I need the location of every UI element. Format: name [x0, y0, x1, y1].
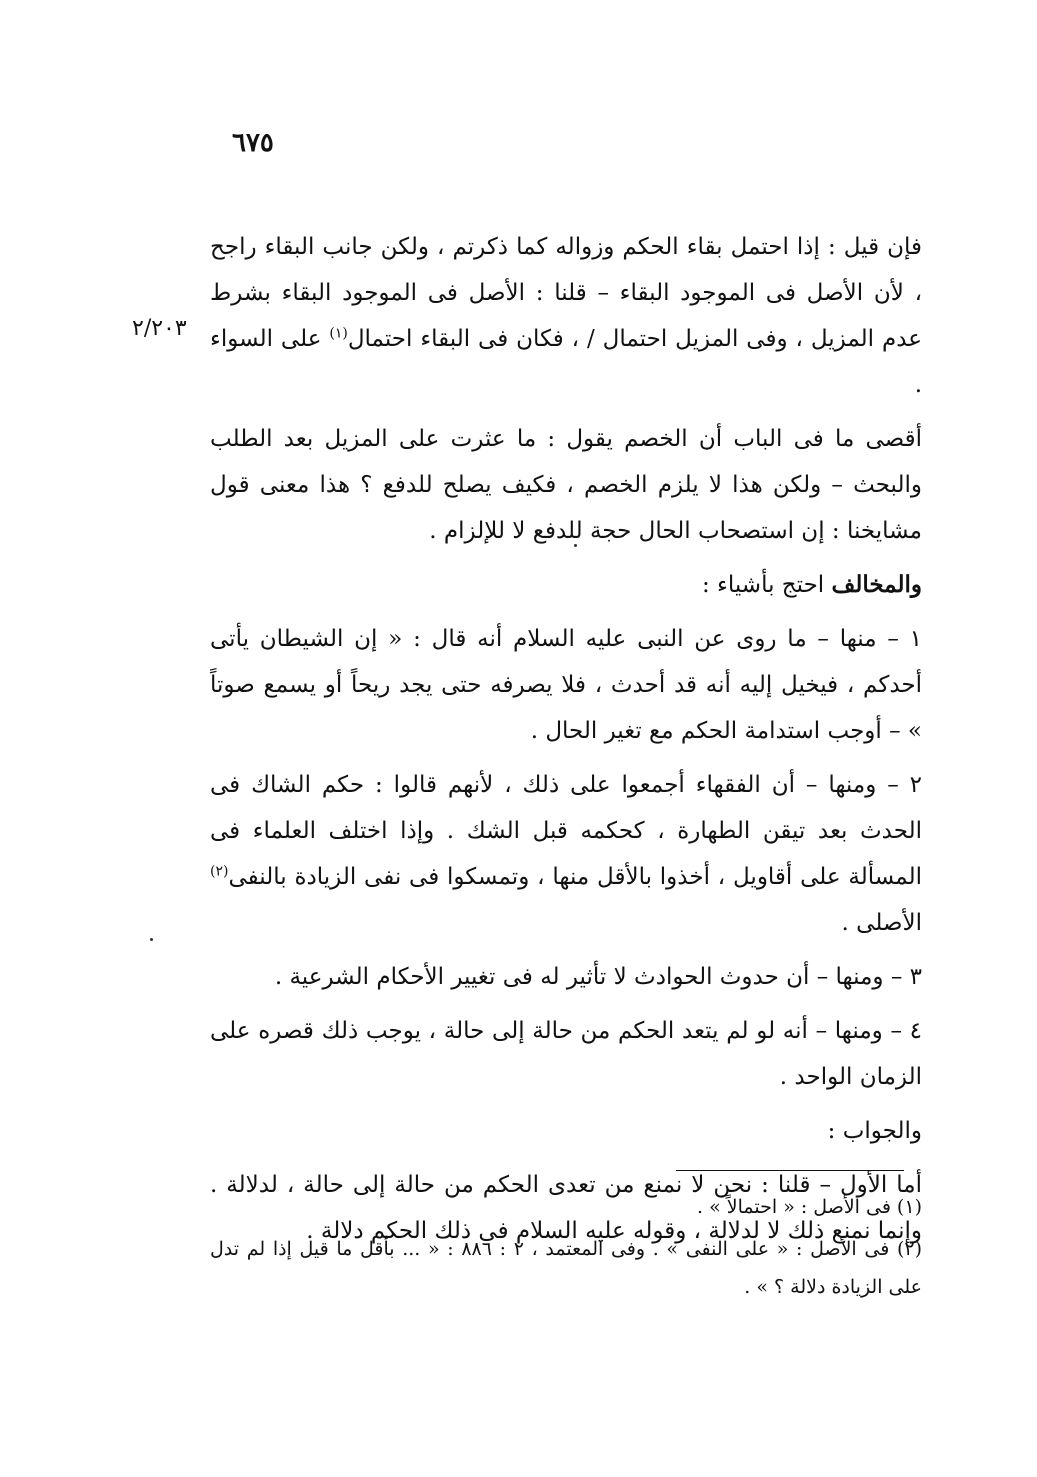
paragraph-4 — [210, 616, 922, 754]
paragraph-text: ٤ – ومنها – أنه لو لم يتعد الحكم من حالة إلى حالة ، يوجب ذلك قصره على الزمان الواحد . — [210, 1018, 922, 1090]
footnotes — [210, 1188, 922, 1310]
paragraph-6 — [210, 954, 922, 1000]
main-text — [210, 224, 922, 1262]
paragraph-text: فإن قيل : إذا احتمل بقاء الحكم وزواله كما ذكرتم ، ولكن جانب البقاء راجح ، لأن الأصل فى الموجود البقاء – قلنا : الأصل فى الموجود البقاء بشرط عدم المزيل ، وفى المزيل احتمال / ، فكان فى البقاء احتمال — [210, 234, 922, 352]
paragraph-tail: الأصلى . — [841, 910, 922, 936]
paragraph-tail: على السواء . — [210, 326, 922, 398]
paragraph-5 — [210, 762, 922, 946]
margin-reference: ٢/٢٠٣ — [132, 316, 187, 341]
footnote-marker-1: (١) — [329, 325, 348, 342]
paragraph-3 — [210, 562, 922, 608]
paragraph-text: ١ – منها – ما روى عن النبى عليه السلام أنه قال : « إن الشيطان يأتى أحدكم ، فيخيل إليه أنه قد أحدث ، فلا يصرفه حتى يجد ريحاً أو يسمع صوتاً » – أوجب استدامة الحكم مع تغير الحال . — [210, 626, 922, 744]
paragraph-text: ٢ – ومنها – أن الفقهاء أجمعوا على ذلك ، لأنهم قالوا : حكم الشاك فى الحدث بعد تيقن الطهارة ، كحكمه قبل الشك . وإذا اختلف العلماء فى المسألة على أقاويل ، أخذوا بالأقل منها ، وتمسكوا فى نفى الزيادة بالنفى — [210, 772, 922, 890]
paragraph-text: احتج بأشياء : — [701, 572, 832, 598]
paragraph-7 — [210, 1008, 922, 1100]
lead-word: والمخالف — [831, 571, 922, 598]
paragraph-1 — [210, 224, 922, 408]
paragraph-8 — [210, 1108, 922, 1154]
paragraph-text: أقصى ما فى الباب أن الخصم يقول : ما عثرت على المزيل بعد الطلب والبحث – ولكن هذا لا يلزم الخصم ، فكيف يصلح للدفع ؟ هذا معنى قول مشايخنا : إن استصحاب الحال حجة للدفع لا للإلزام . — [210, 426, 922, 544]
footnote-marker-2: (٢) — [210, 863, 229, 880]
footnote-2: (٢) فى الأصل : « على النفى » . وفى المعتمد ، ٢ : ٨٨٦ : « ... بأقل ما قيل إذا لم تدل على الزيادة دلالة ؟ » . — [210, 1238, 923, 1298]
paragraph-text: أما الأول – قلنا : نحن لا نمنع من تعدى الحكم من حالة إلى حالة ، لدلالة . وإنما نمنع ذلك لا لدلالة ، وقوله عليه السلام فى ذلك الحكم دلالة . — [210, 1172, 922, 1244]
paragraph-2 — [210, 416, 922, 554]
footnote-divider — [676, 1170, 904, 1171]
paragraph-text: ٣ – ومنها – أن حدوث الحوادث لا تأثير له فى تغيير الأحكام الشرعية . — [274, 964, 922, 990]
scan-speck — [150, 938, 153, 941]
paragraph-text: والجواب : — [827, 1118, 922, 1144]
scan-speck — [574, 544, 577, 547]
footnote-1: (١) فى الأصل : « احتمالاً » . — [697, 1196, 922, 1218]
page-number: ٦٧٥ — [232, 128, 274, 158]
